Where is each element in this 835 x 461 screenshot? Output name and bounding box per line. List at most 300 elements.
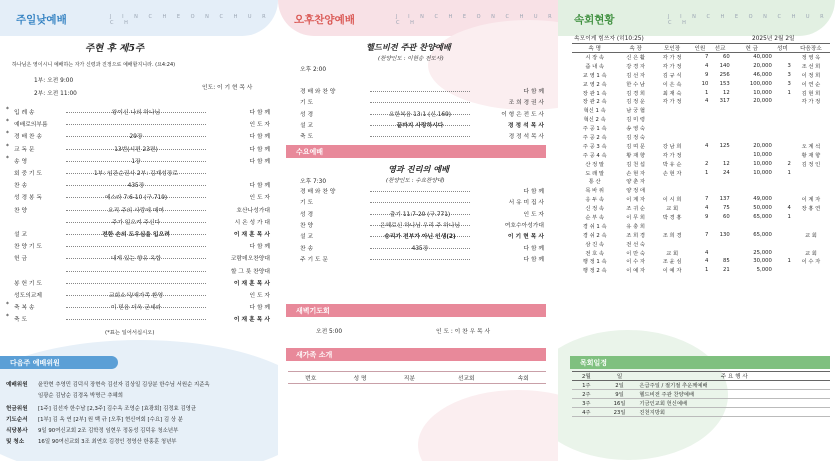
cell-value: 40,000 <box>753 54 772 61</box>
cell-value: 황 재 향 <box>626 152 645 159</box>
cell-value: 이 계 자 <box>801 197 821 204</box>
dot-leader <box>370 136 470 137</box>
stand-note: (*표는 일어서십시오) <box>105 330 155 336</box>
order-who: 다 함 께 <box>249 305 270 312</box>
monthly-header: 목회일정 <box>570 356 830 369</box>
cell-value: 25,000 <box>753 249 772 256</box>
newcomer-col: 속회 <box>500 372 546 384</box>
monthly-value: 기금인교회 헌신예배 <box>638 399 830 408</box>
table-row <box>572 399 830 408</box>
cell-value: 60 <box>722 54 730 61</box>
cell-value <box>792 221 830 230</box>
cell-value <box>709 248 730 257</box>
order-star: * <box>6 155 9 162</box>
order-star: * <box>6 302 9 309</box>
order-who: 이 재 훈 목 사 <box>233 317 270 324</box>
cell-value: 각 가 정 <box>662 63 682 70</box>
dawn-leader: 인 도 : 이 찬 우 목 사 <box>436 329 491 335</box>
order-label: 성 경 <box>300 211 314 218</box>
order-who: 다 함 께 <box>523 256 544 263</box>
order-who: 이 기 현 목 사 <box>507 234 544 241</box>
cell-value <box>792 168 830 177</box>
order-content: 교회소식/새가족 환영 <box>108 293 164 299</box>
order-who: 인 도 자 <box>523 211 544 218</box>
cell-value: 50,000 <box>753 205 772 212</box>
cell-value <box>654 239 690 248</box>
committee-text: [1부] 김 옥 연 [2부] 원 백 규 [오후] 현신여회 [수요] 김 상 분 <box>38 417 183 423</box>
table-row <box>572 97 830 106</box>
cell-value <box>792 239 830 248</box>
order-who: 다 함 께 <box>249 244 270 251</box>
cell-value: 65,000 <box>753 231 772 238</box>
cell-value: 즙 내 속 <box>585 63 605 70</box>
cell-value <box>731 221 773 230</box>
order-who: 인 도 자 <box>249 122 270 129</box>
committee-label: 및 청소 <box>6 439 25 445</box>
monthly-value: 1주 <box>572 381 601 390</box>
cell-col: 속 명 <box>572 44 617 53</box>
order-label: 성 경 봉 독 <box>14 195 42 202</box>
cell-value <box>731 177 773 186</box>
cell-date: 2025년 2월 2일 <box>752 36 795 42</box>
table-row <box>572 168 830 177</box>
cell-value: 교 영 2 속 <box>582 81 607 88</box>
order-label: 주 기 도 문 <box>300 256 328 263</box>
cell-value: 김 선 자 <box>626 72 645 79</box>
cell-value: 130 <box>719 231 730 238</box>
cell-value <box>690 239 709 248</box>
cell-value: 순 부 속 <box>585 214 605 221</box>
table-row <box>572 79 830 88</box>
cell-value: 박 경 홍 <box>662 214 682 221</box>
order-label: 설 교 <box>14 232 28 238</box>
cell-value: 황 재 향 <box>801 152 821 159</box>
monthly-value: 2일 <box>601 381 639 390</box>
cell-col: 속 장 <box>617 44 653 53</box>
committee-text: 9일 90여신교회 2조 김학정 임현우 정동성 김덕유 청소년부 <box>38 428 179 434</box>
order-label: 송 영 <box>14 158 28 165</box>
order-content: 이 믿음 더욱 굳세라 <box>110 305 162 312</box>
order-who: 이 재 훈 목 사 <box>233 280 270 287</box>
cell-value: 조 윤 심 <box>662 259 682 266</box>
cell-value: 경 쉬 2 속 <box>582 232 607 239</box>
order-label: 성 경 <box>300 111 314 118</box>
cell-value: 박 유 순 <box>662 161 682 168</box>
committee-text: 임광순 김남순 김경옥 박명근 추혜희 <box>38 393 123 399</box>
next-committee-header: 다음주 예배위원 <box>0 356 118 369</box>
order-label: 헌 금 <box>14 256 28 263</box>
cell-value: 산 정 말 <box>585 161 605 168</box>
order-who: 다 함 께 <box>249 110 270 116</box>
cell-value <box>731 106 773 115</box>
church-wordmark: J I N C H E O N C H U R C H <box>110 14 271 26</box>
cell-value <box>654 221 690 230</box>
order-who: 여호수아성가대 <box>504 222 544 229</box>
cell-value: 전 호 속 <box>585 250 605 257</box>
monthly-table <box>572 371 830 417</box>
cell-value: 20,000 <box>753 62 772 69</box>
cell-value: 목 바 위 <box>585 188 605 195</box>
cell-value <box>731 115 773 124</box>
cell-value <box>731 124 773 133</box>
order-content: 주가 일으켜 주신다 <box>111 219 161 226</box>
cell-value <box>731 239 773 248</box>
order-who: 다 함 께 <box>249 183 270 190</box>
cell-value: 3 <box>787 62 791 69</box>
cell-col: 모인장 <box>654 44 690 53</box>
cell-value: 각 가 정 <box>662 99 682 106</box>
cell-value <box>709 177 730 186</box>
monthly-value: 헬드비전 주관 찬양예배 <box>638 390 830 399</box>
order-who: 인 도 자 <box>249 293 270 299</box>
cell-value: 조 희 경 <box>626 232 645 239</box>
cell-col: 다음장소 <box>792 44 830 53</box>
cell-value <box>773 266 792 275</box>
cell-title: 속회현황 <box>574 14 615 26</box>
order-label: 회 중 기 도 <box>14 171 42 177</box>
wednesday-subheading: (찬양인도 : 수요찬양대) <box>386 178 445 184</box>
cell-value: 통 산 <box>588 179 601 186</box>
cell-value: 2 <box>705 160 709 167</box>
cell-value: 137 <box>719 196 730 203</box>
cell-value <box>773 239 792 248</box>
service-intro: 하나님은 영이시니 예배하는 자가 신령과 진정으로 예배할지니라. (요4:24) <box>12 62 176 68</box>
cell-value: 경 쉬 1 속 <box>582 223 607 230</box>
order-label: 기 도 <box>300 100 314 107</box>
cell-value: 100,000 <box>749 80 772 87</box>
monthly-value: 진천지방회 <box>638 408 830 417</box>
service-leader: 인도: 이 기 현 목 사 <box>202 85 253 91</box>
sunday-header <box>0 0 278 36</box>
dot-leader <box>66 246 206 247</box>
order-content: 승리가 전부가 아닌 인생(2) <box>384 234 456 241</box>
order-content: 1부: 임관순권사 2부: 김재성장로 <box>93 171 178 177</box>
cell-value <box>792 266 830 275</box>
table-row <box>572 381 830 390</box>
cell-table <box>572 43 830 275</box>
cell-col: 인원 <box>690 44 709 53</box>
cell-value <box>773 141 792 150</box>
monthly-value: 3주 <box>572 399 601 408</box>
cell-value: 장 홍 연 <box>801 206 821 213</box>
table-row <box>572 159 830 168</box>
cell-value: 이 만 숙 <box>626 250 645 257</box>
cell-value: 1 <box>787 89 791 96</box>
order-label: 축 도 <box>14 317 28 324</box>
cell-value <box>690 133 709 142</box>
cell-col: 성미 <box>773 44 792 53</box>
newcomer-header: 새가족 소개 <box>286 348 546 361</box>
cell-value <box>709 150 730 159</box>
monthly-col: 일 <box>601 372 639 381</box>
order-label: 봉 헌 기 도 <box>14 280 42 287</box>
cell-value: 12 <box>722 160 730 167</box>
cell-value: 1 <box>787 258 791 265</box>
order-content: 29장 <box>129 134 143 141</box>
committee-label: 식당봉사 <box>6 428 28 434</box>
order-who: 인 도 자 <box>249 195 270 202</box>
monthly-col: 주 요 행 사 <box>638 372 830 381</box>
cell-value <box>654 124 690 133</box>
order-who: 코람데오찬양대 <box>230 256 270 263</box>
cell-value: 이 무 희 <box>626 214 645 221</box>
order-label: 설 교 <box>300 122 314 129</box>
cell-value: 3 <box>787 80 791 87</box>
cell-value: 3 <box>787 71 791 78</box>
cell-value: 김 정 숙 <box>626 134 645 141</box>
cell-value: 신 정 속 <box>585 206 605 213</box>
cell-value: 행 정 2 속 <box>582 268 607 275</box>
order-content: 435장 <box>127 183 145 190</box>
cell-value <box>709 133 730 142</box>
cell-value: 교 회 <box>804 250 817 257</box>
cell-value <box>792 124 830 133</box>
table-row <box>572 257 830 266</box>
cell-value: 김 현 희 <box>801 90 821 97</box>
order-content: 요한복음 13:1 (신.169) <box>388 111 452 118</box>
cell-value: 20,000 <box>753 142 772 149</box>
cell-value: 이 정 희 <box>801 72 821 79</box>
cell-value: 85 <box>722 258 730 265</box>
table-row <box>572 230 830 239</box>
order-label: 설 교 <box>300 234 314 241</box>
order-who: 다 함 께 <box>249 146 270 153</box>
cell-value: 10,000 <box>753 169 772 176</box>
cell-value: 4 <box>705 249 709 256</box>
cell-value: 강 경 자 <box>626 63 645 70</box>
order-who: 시 온 성 가 대 <box>234 219 270 226</box>
committee-label: 기도순서 <box>6 417 28 423</box>
cell-value: 10,000 <box>753 151 772 158</box>
cell-value: 7 <box>705 231 709 238</box>
cell-value <box>731 186 773 195</box>
order-star: * <box>6 131 9 138</box>
order-who: 이 재 훈 목 사 <box>233 232 270 238</box>
cell-value: 양 정 애 <box>626 188 645 195</box>
cell-value: 9 <box>705 71 709 78</box>
cell-value: 도 래 말 <box>585 170 605 177</box>
monthly-value: 9일 <box>601 390 639 399</box>
cell-value: 60 <box>722 213 730 220</box>
order-content: 내게 있는 향유 옥합 <box>110 256 162 263</box>
cell-value: 김 천 섭 <box>626 161 645 168</box>
cell-subtitle: 속모이게 힘쓰자 (히10:25) <box>574 36 644 42</box>
cell-value: 이 예 자 <box>662 268 682 275</box>
cell-value <box>773 97 792 106</box>
order-star: * <box>6 107 9 113</box>
table-row <box>572 204 830 213</box>
cell-value: 혁신 2 속 <box>583 117 606 124</box>
cell-value: 교 회 <box>666 206 679 213</box>
cell-value: 75 <box>722 205 730 212</box>
table-row <box>572 266 830 275</box>
order-label: 찬 송 <box>300 245 314 252</box>
cell-header <box>558 0 835 36</box>
wednesday-heading: 영과 진리의 예배 <box>388 164 450 174</box>
cell-panel <box>558 0 835 461</box>
order-content: 오직 주의 사랑에 매여 <box>108 207 164 214</box>
order-who: 다 함 께 <box>523 189 544 195</box>
cell-value: 김 정 운 <box>626 99 645 106</box>
monthly-value: 은급주일 / 절기절 추운께예배 <box>638 381 830 390</box>
order-who: 조 희 경 권 사 <box>508 100 544 107</box>
cell-value: 이 수 자 <box>801 259 821 266</box>
cell-value: 혁신 1 속 <box>583 108 606 115</box>
cell-value <box>773 133 792 142</box>
cell-value: 4 <box>787 205 791 212</box>
cell-value: 4 <box>705 62 709 69</box>
cell-value <box>792 186 830 195</box>
table-row <box>572 141 830 150</box>
committee-text: 16일 90여신교회 3조 최연호 김경인 정영산 한홍훈 청년부 <box>38 439 177 445</box>
cell-value: 10,000 <box>753 160 772 167</box>
wednesday-header: 수요예배 <box>286 145 546 158</box>
order-star: * <box>6 314 9 321</box>
cell-value: 9 <box>705 213 709 220</box>
cell-value: 125 <box>719 142 730 149</box>
order-content: 에스라 7:6-10 (구.719) <box>104 195 168 202</box>
cell-value: 전 선 숙 <box>626 241 645 248</box>
cell-value: 이 시 희 <box>662 197 682 204</box>
cell-value: 신 은 활 <box>626 55 645 62</box>
order-label: 축 도 <box>300 134 314 141</box>
dot-leader <box>66 124 206 125</box>
cell-value: 7 <box>705 196 709 203</box>
order-label: 찬 양 기 도 <box>14 244 42 251</box>
cell-value: 유 충 희 <box>626 223 645 230</box>
cell-value: 주 공 4 속 <box>582 152 607 159</box>
cell-value <box>792 115 830 124</box>
cell-value <box>773 150 792 159</box>
order-who: 할 그 릇 찬양대 <box>230 268 270 275</box>
order-label: 경 배 와 찬 양 <box>300 189 336 195</box>
committee-label: 헌금위원 <box>6 406 28 412</box>
cell-value: 교 회 <box>666 250 679 257</box>
afternoon-subheading: (찬양인도 : 이현승 전도사) <box>378 56 444 62</box>
order-content: 1장 <box>131 158 141 165</box>
cell-value: 2 <box>787 160 791 167</box>
cell-value: 46,000 <box>753 71 772 78</box>
cell-value: 21 <box>722 267 730 274</box>
cell-value <box>773 248 792 257</box>
cell-value: 317 <box>719 98 730 105</box>
cell-value: 주 공 3 속 <box>582 143 607 150</box>
cell-value: 삼 진 속 <box>585 241 605 248</box>
cell-value <box>709 239 730 248</box>
cell-value: 20,000 <box>753 98 772 105</box>
order-label: 성도의교제 <box>14 293 42 299</box>
order-label: 입 례 송 <box>14 110 35 116</box>
monthly-value: 16일 <box>601 399 639 408</box>
cell-value <box>654 115 690 124</box>
dot-leader <box>370 202 470 203</box>
order-content: 전한 손의 도우심을 입으려 <box>102 232 170 238</box>
cell-value: 4 <box>705 98 709 105</box>
table-row <box>572 70 830 79</box>
monthly-value: 23일 <box>601 408 639 417</box>
cell-value <box>792 177 830 186</box>
cell-value: 이 은 속 <box>662 81 682 88</box>
cell-value: 1 <box>787 169 791 176</box>
order-label: 기 도 <box>300 200 314 207</box>
newcomer-col: 선교회 <box>432 372 500 384</box>
order-who: 다 함 께 <box>523 245 544 252</box>
cell-value: 양 춘 자 <box>626 179 645 186</box>
cell-value: 김 규 식 <box>662 72 682 79</box>
table-row <box>572 88 830 97</box>
cell-value <box>690 150 709 159</box>
monthly-value: 2주 <box>572 390 601 399</box>
table-row <box>572 221 830 230</box>
cell-value: 응 두 속 <box>585 197 605 204</box>
table-row <box>572 408 830 417</box>
cell-value <box>773 106 792 115</box>
order-label: 예배로의부름 <box>14 122 48 129</box>
newcomer-col: 번호 <box>288 372 334 384</box>
cell-value: 주 공 1 속 <box>582 126 607 133</box>
order-label: 찬 송 <box>14 183 28 190</box>
cell-value <box>773 230 792 239</box>
cell-value: 4 <box>705 258 709 265</box>
cell-value <box>709 221 730 230</box>
order-who: 이 형 은 전 도 사 <box>501 111 544 118</box>
table-row <box>572 239 830 248</box>
cell-value: 조 귀 순 <box>626 206 645 213</box>
cell-value <box>654 106 690 115</box>
service-time-2: 2부: 오전 11:00 <box>34 91 77 97</box>
cell-value: 행 정 1 속 <box>582 259 607 266</box>
cell-value <box>709 186 730 195</box>
table-row <box>572 53 830 62</box>
cell-value: 1 <box>705 169 709 176</box>
cell-value: 조 선 희 <box>801 63 821 70</box>
cell-value <box>690 186 709 195</box>
cell-value: 주 공 2 속 <box>582 134 607 141</box>
order-content: 435장 <box>411 245 429 252</box>
table-row <box>572 186 830 195</box>
sunday-title: 주일낮예배 <box>16 14 67 26</box>
table-row <box>572 195 830 204</box>
table-row <box>572 177 830 186</box>
table-row <box>572 124 830 133</box>
order-content: 13번(시편 23편) <box>114 146 158 153</box>
cell-value: 이 계 자 <box>626 197 645 204</box>
cell-value <box>690 106 709 115</box>
cell-value: 이 예 자 <box>626 268 645 275</box>
dot-leader <box>370 102 470 103</box>
cell-value: 65,000 <box>753 213 772 220</box>
service-time-1: 1부: 오전 9:00 <box>34 78 74 84</box>
order-who: 호산나성가대 <box>236 207 270 214</box>
cell-value: 오 계 석 <box>801 143 821 150</box>
table-row <box>572 248 830 257</box>
order-label: 교 독 문 <box>14 146 35 153</box>
cell-value: 4 <box>705 205 709 212</box>
cell-value <box>773 124 792 133</box>
order-label: 경 배 와 찬 양 <box>300 89 336 95</box>
cell-value: 4 <box>705 142 709 149</box>
order-label: 찬 양 <box>14 207 28 214</box>
afternoon-heading: 헬드비전 주관 찬양예배 <box>366 42 451 52</box>
cell-value <box>731 133 773 142</box>
cell-value: 손 현 자 <box>626 170 645 177</box>
table-row <box>572 115 830 124</box>
church-wordmark: J I N C H E O N C H U R C H <box>668 14 829 26</box>
cell-value: 49,000 <box>753 196 772 203</box>
cell-value: 손 현 자 <box>662 170 682 177</box>
table-row <box>572 106 830 115</box>
cell-value: 24 <box>722 169 730 176</box>
